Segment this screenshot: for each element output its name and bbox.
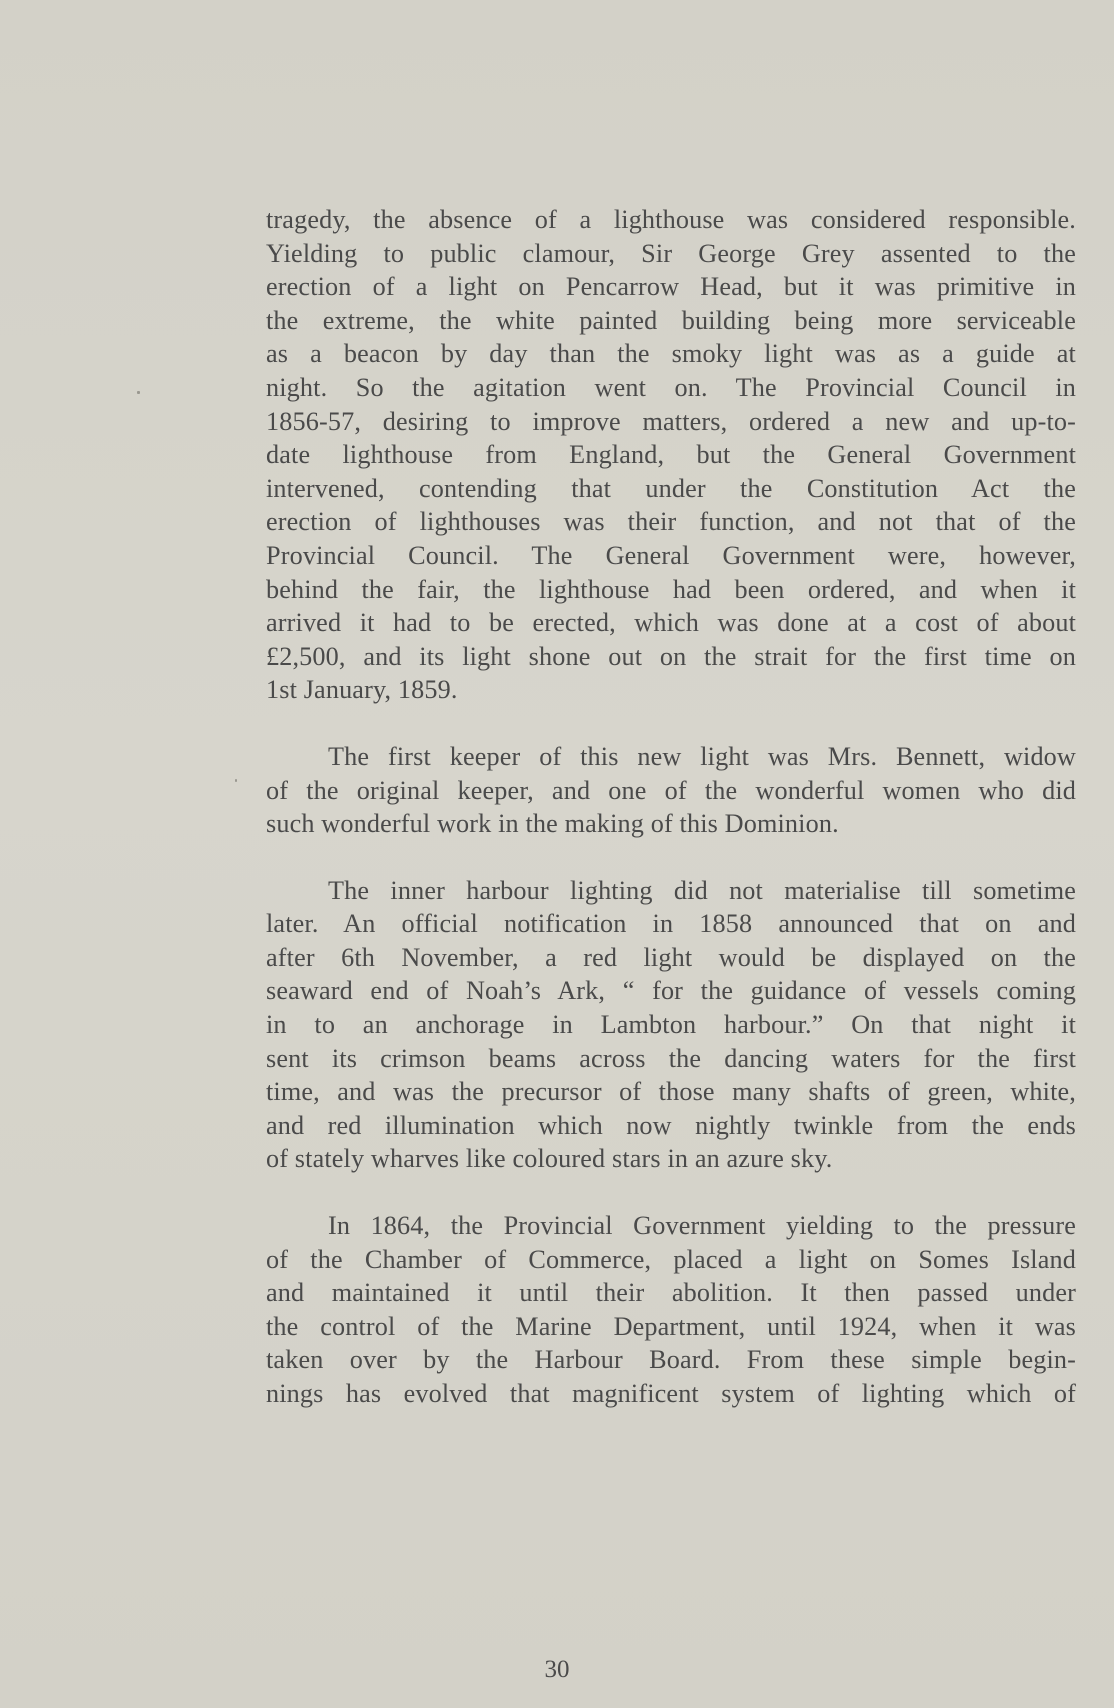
text-line: such wonderful work in the making of this Dominion. xyxy=(266,809,839,839)
text-line: Provincial Council. The General Government were, however, xyxy=(266,540,1076,570)
body-text xyxy=(266,203,1076,1411)
text-line: after 6th November, a red light would be displayed on the xyxy=(266,942,1076,972)
page-number: 30 xyxy=(544,1656,570,1683)
text-line: and maintained it until their abolition. It then passed under xyxy=(266,1278,1076,1308)
text-line: sent its crimson beams across the dancing waters for the first xyxy=(266,1043,1076,1073)
margin-speck xyxy=(137,391,140,394)
text-line: arrived it had to be erected, which was done at a cost of about xyxy=(266,608,1076,638)
text-line: later. An official notification in 1858 announced that on and xyxy=(266,909,1076,939)
paragraph-4 xyxy=(266,1209,1076,1411)
text-line: and red illumination which now nightly twinkle from the ends xyxy=(266,1110,1076,1140)
text-line: £2,500, and its light shone out on the strait for the first time on xyxy=(266,641,1076,671)
text-line: Yielding to public clamour, Sir George Grey assented to the xyxy=(266,238,1076,268)
text-line: The first keeper of this new light was Mrs. Bennett, widow xyxy=(328,741,1076,771)
text-line: The inner harbour lighting did not materialise till sometime xyxy=(328,875,1076,905)
text-line: of stately wharves like coloured stars in an azure sky. xyxy=(266,1144,833,1174)
text-line: seaward end of Noah’s Ark, “ for the guidance of vessels coming xyxy=(266,976,1076,1006)
text-line: time, and was the precursor of those many shafts of green, white, xyxy=(266,1077,1076,1107)
text-line: erection of a light on Pencarrow Head, but it was primitive in xyxy=(266,272,1076,302)
text-line: taken over by the Harbour Board. From these simple begin- xyxy=(266,1345,1076,1375)
paragraph-2 xyxy=(266,740,1076,841)
text-line: tragedy, the absence of a lighthouse was considered responsible. xyxy=(266,205,1076,234)
text-line: the extreme, the white painted building being more serviceable xyxy=(266,305,1076,335)
text-line: intervened, contending that under the Constitution Act the xyxy=(266,473,1076,503)
text-line: In 1864, the Provincial Government yielding to the pressure xyxy=(328,1211,1076,1241)
text-line: 1st January, 1859. xyxy=(266,675,458,705)
text-line: date lighthouse from England, but the General Government xyxy=(266,440,1076,470)
paragraph-3 xyxy=(266,874,1076,1176)
text-line: night. So the agitation went on. The Provincial Council in xyxy=(266,372,1076,402)
text-line: of the original keeper, and one of the wonderful women who did xyxy=(266,775,1076,805)
text-line: of the Chamber of Commerce, placed a light on Somes Island xyxy=(266,1244,1076,1274)
text-line: 1856-57, desiring to improve matters, ordered a new and up-to- xyxy=(266,406,1076,436)
text-line: nings has evolved that magnificent system of lighting which of xyxy=(266,1379,1076,1408)
text-line: the control of the Marine Department, until 1924, when it was xyxy=(266,1311,1076,1341)
text-line: in to an anchorage in Lambton harbour.” On that night it xyxy=(266,1010,1076,1040)
margin-speck xyxy=(235,779,237,782)
text-line: erection of lighthouses was their function, and not that of the xyxy=(266,507,1076,537)
paragraph-1 xyxy=(266,203,1076,707)
text-line: behind the fair, the lighthouse had been ordered, and when it xyxy=(266,574,1076,604)
text-line: as a beacon by day than the smoky light was as a guide at xyxy=(266,339,1076,369)
